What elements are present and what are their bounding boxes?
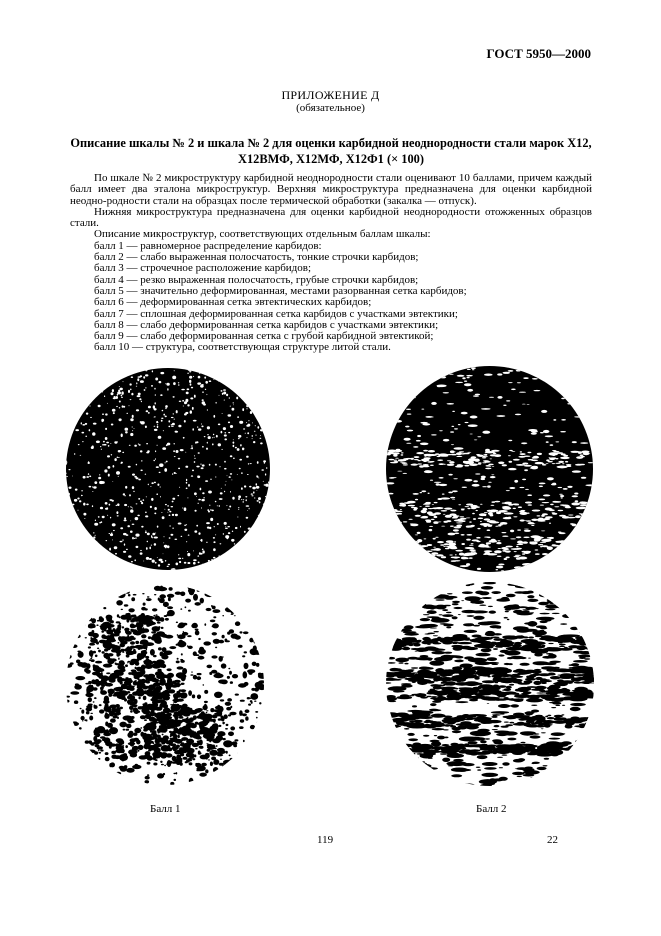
figure-caption-score1: Балл 1 (150, 803, 181, 815)
paragraph: Описание микроструктур, соответствующих отдельным баллам шкалы: (94, 228, 431, 241)
standard-number: ГОСТ 5950—2000 (486, 46, 591, 61)
sheet-number: 22 (547, 834, 558, 846)
score-item: балл 3 — строчечное расположение карбидов; (94, 262, 312, 275)
micrograph-texture (66, 585, 264, 785)
paragraph: Нижняя микроструктура предназначена для оценки карбидной неоднородности отожженных образцов стали. (70, 205, 592, 230)
score-item: балл 7 — сплошная деформированная сетка карбидов с участками эвтектики; (94, 307, 458, 320)
appendix-title: ПРИЛОЖЕНИЕ Д (281, 88, 380, 102)
appendix-status: (обязательное) (296, 102, 365, 114)
paragraph: По шкале № 2 микроструктуру карбидной неоднородности стали оценивают 10 баллами, причем каждый балл имеет два эталона микроструктур. Верхняя микроструктура предназначена для оценки карбидной неодно-родности стали на образцах после термической обработки (закалка — отпуск). (70, 172, 592, 207)
score-item: балл 5 — значительно деформированная, местами разорванная сетка карбидов; (94, 284, 467, 297)
figure-caption-score2: Балл 2 (476, 803, 507, 815)
score-item: балл 4 — резко выраженная полосчатость, грубые строчки карбидов; (94, 273, 419, 286)
micrograph-score1-top (66, 368, 270, 570)
score-item: балл 10 — структура, соответствующая структуре литой стали. (94, 341, 391, 354)
score-item: балл 6 — деформированная сетка эвтектических карбидов; (94, 296, 372, 309)
micrograph-texture (66, 368, 270, 570)
section-title-line2: Х12ВМФ, Х12МФ, Х12Ф1 (× 100) (238, 152, 424, 166)
page-number: 119 (317, 834, 334, 846)
micrograph-texture (386, 366, 593, 572)
score-list (70, 241, 592, 354)
score-item: балл 2 — слабо выраженная полосчатость, тонкие строчки карбидов; (94, 251, 419, 264)
score-item: балл 9 — слабо деформированная сетка с грубой карбидной эвтектикой; (94, 330, 434, 343)
score-item: балл 1 — равномерное распределение карбидов: (94, 239, 322, 252)
micrograph-score2-top (386, 366, 593, 572)
micrograph-score1-bottom (66, 585, 264, 785)
section-title-line1: Описание шкалы № 2 и шкала № 2 для оценки карбидной неоднородности стали марок Х12, (70, 136, 592, 150)
section-title (70, 135, 592, 167)
micrograph-score2-bottom (386, 582, 594, 786)
micrograph-texture (386, 582, 594, 786)
body-text (70, 173, 592, 354)
score-item: балл 8 — слабо деформированная сетка карбидов с участками эвтектики; (94, 318, 439, 331)
